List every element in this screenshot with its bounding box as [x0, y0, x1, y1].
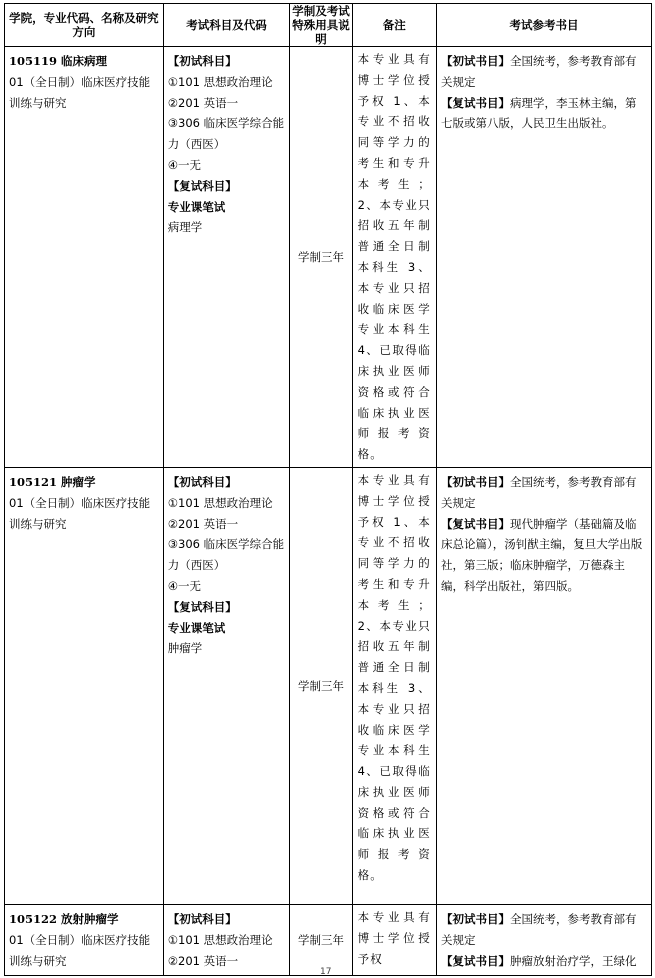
table-row	[5, 904, 652, 975]
program-direction: 01（全日制）临床医疗技能训练与研究	[9, 495, 151, 531]
retest-books	[441, 514, 647, 597]
program-direction: 01（全日制）临床医疗技能训练与研究	[9, 74, 151, 110]
initial-books-text: 全国统考，参考教育部有关规定	[440, 474, 637, 510]
exam-subject: ②201 英语一	[167, 95, 239, 110]
initial-books-label: 【初试书目】	[440, 911, 510, 926]
initial-subjects-heading: 【初试科目】	[167, 911, 237, 926]
exam-subject: ②201 英语一	[167, 516, 239, 531]
retest-subjects-heading: 【复试科目】	[167, 599, 237, 614]
exam-subject: ④一无	[167, 157, 202, 172]
retest-books-label: 【复试书目】	[440, 516, 510, 531]
note-cell	[352, 904, 436, 975]
retest-books-label: 【复试书目】	[440, 95, 510, 110]
books-cell	[436, 904, 651, 975]
system-cell: 学制三年	[290, 467, 352, 904]
initial-subjects-heading: 【初试科目】	[167, 54, 237, 68]
retest-books-text: 肿瘤放射治疗学，王绿化	[509, 953, 637, 968]
exam-cell	[163, 47, 290, 468]
exam-subject: ①101 思想政治理论	[167, 495, 273, 510]
page-number: 17	[320, 967, 332, 977]
table-header-row	[5, 4, 652, 47]
header-system: 学制及考试特殊用具说明	[290, 4, 352, 47]
retest-books	[441, 93, 647, 135]
program-code-name: 105121 肿瘤学	[9, 474, 96, 489]
program-table	[4, 3, 652, 976]
initial-books-label: 【初试书目】	[440, 474, 510, 489]
retest-subject: 肿瘤学	[167, 641, 203, 656]
note-text: 本专业具有博士学位授予权 1、本专业不招收同等学力的考生和专升本考生； 2、本专业只招收五年制普通全日制本科生 3、本专业只招收临床医学专业本科生 4、已取得临床执业医师资格或符合临床执业医师报考资格。	[357, 52, 431, 462]
initial-books	[441, 472, 647, 514]
note-text: 本专业具有博士学位授予权	[357, 909, 431, 966]
note-cell	[352, 467, 436, 904]
retest-type: 专业课笔试	[167, 620, 226, 635]
table-row	[5, 467, 652, 904]
initial-books-text: 全国统考，参考教育部有关规定	[440, 911, 637, 947]
exam-subject: ③306 临床医学综合能力（西医）	[167, 537, 285, 573]
header-books: 考试参考书目	[436, 4, 651, 47]
note-text: 本专业具有博士学位授予权 1、本专业不招收同等学力的考生和专升本考生； 2、本专业只招收五年制普通全日制本科生 3、本专业只招收临床医学专业本科生 4、已取得临床执业医师资格或符合临床执业医师报考资格。	[357, 472, 431, 883]
retest-books-text: 病理学，李玉林主编，第七版或第八版，人民卫生出版社。	[440, 95, 637, 131]
exam-subject: ①101 思想政治理论	[167, 932, 273, 947]
note-cell	[352, 47, 436, 468]
exam-subject: ②201 英语一	[167, 953, 239, 968]
header-program: 学院，专业代码、名称及研究方向	[5, 4, 164, 47]
initial-books	[441, 51, 647, 93]
initial-subjects-heading: 【初试科目】	[167, 474, 237, 489]
program-code-name: 105119 临床病理	[9, 54, 108, 68]
retest-books-label: 【复试书目】	[440, 953, 510, 968]
program-cell	[5, 467, 164, 904]
exam-subject: ①101 思想政治理论	[167, 74, 273, 89]
program-direction: 01（全日制）临床医疗技能训练与研究	[9, 932, 151, 968]
retest-subject: 病理学	[167, 220, 203, 235]
exam-subject: ③306 临床医学综合能力（西医）	[167, 116, 285, 152]
system-cell: 学制三年	[290, 47, 352, 468]
books-cell	[436, 467, 651, 904]
program-cell	[5, 47, 164, 468]
program-cell	[5, 904, 164, 975]
books-cell	[436, 47, 651, 468]
initial-books	[441, 909, 647, 951]
retest-subjects-heading: 【复试科目】	[167, 178, 237, 193]
retest-books-text: 现代肿瘤学（基础篇及临床总论篇），汤钊猷主编，复旦大学出版社，第三版；临床肿瘤学，万德森主编，科学出版社，第四版。	[440, 516, 643, 593]
header-note: 备注	[352, 4, 436, 47]
system-cell: 学制三年	[290, 904, 352, 975]
exam-cell	[163, 904, 290, 975]
initial-books-text: 全国统考，参考教育部有关规定	[440, 54, 637, 89]
retest-type: 专业课笔试	[167, 199, 226, 214]
retest-books	[441, 951, 647, 972]
header-exam-subjects: 考试科目及代码	[163, 4, 290, 47]
table-row	[5, 47, 652, 468]
exam-cell	[163, 467, 290, 904]
exam-subject: ④一无	[167, 578, 202, 593]
initial-books-label: 【初试书目】	[440, 54, 510, 68]
program-code-name: 105122 放射肿瘤学	[9, 911, 119, 926]
